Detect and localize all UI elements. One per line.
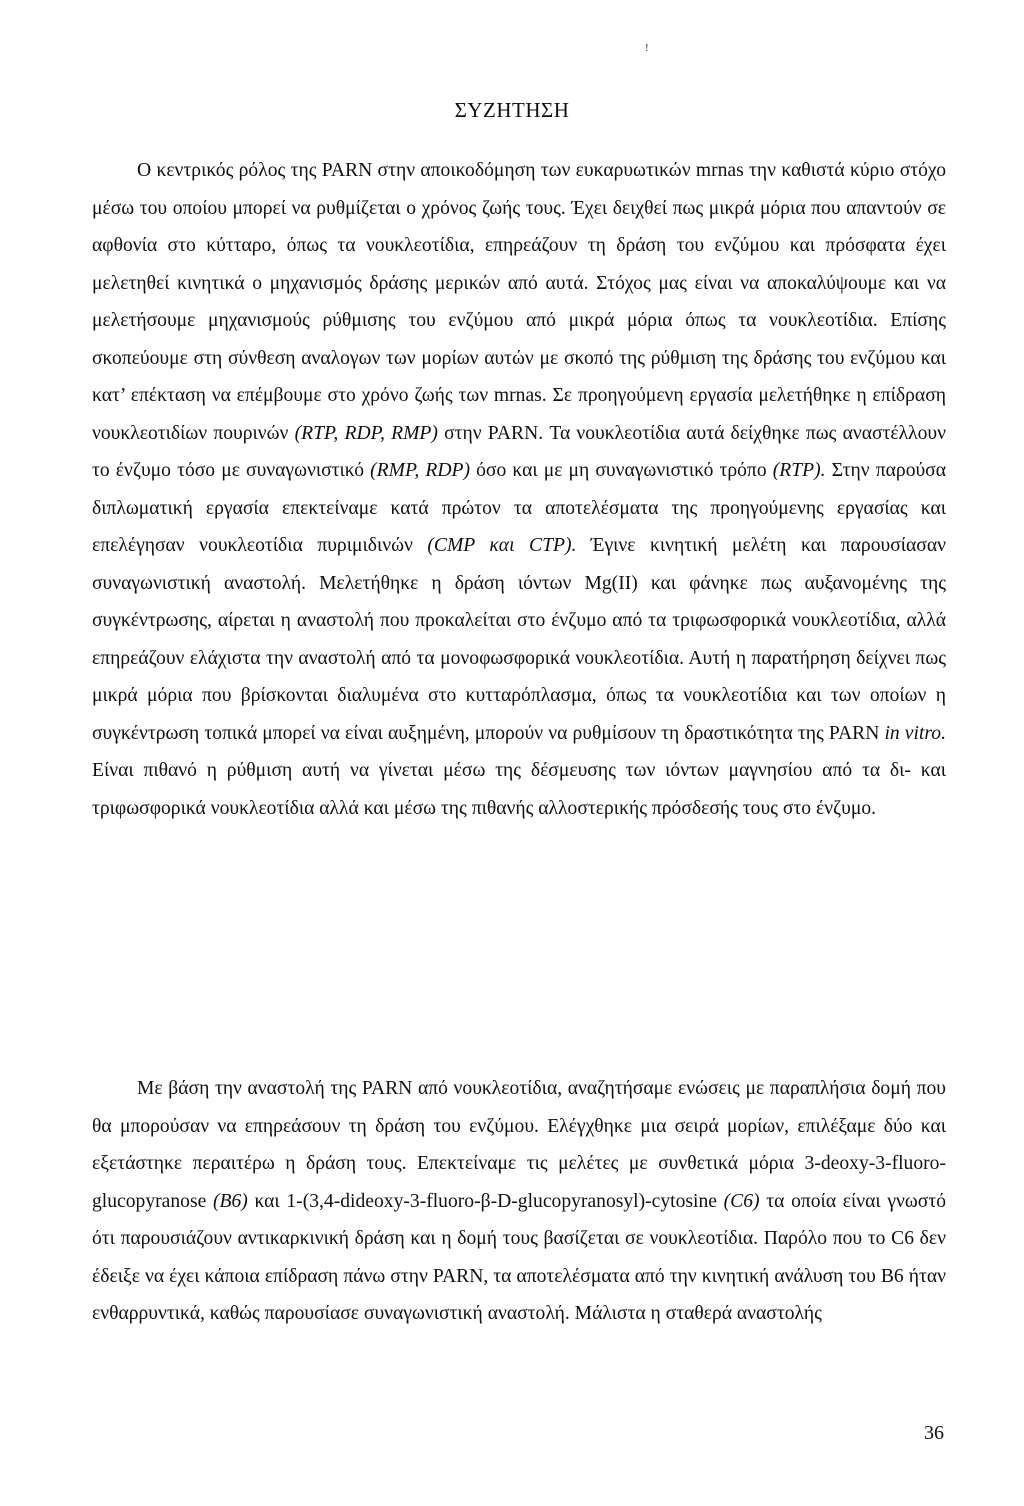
- text-run-italic: (RTP).: [772, 460, 826, 481]
- text-run: και 1-(3,4-dideoxy-3-fluoro-β-D-glucopyranosyl)-cytosine: [247, 1190, 724, 1212]
- text-run-italic: (C6): [723, 1190, 760, 1212]
- text-run-italic: (RTP, RDP, RMP): [294, 422, 438, 444]
- paragraph-2: [92, 1070, 946, 1333]
- text-run: όσο και με μη συναγωνιστικό τρόπο: [470, 460, 773, 481]
- text-run: Έγινε κινητική μελέτη και παρουσίασαν συναγωνιστική αναστολή. Μελετήθηκε η δράση ιόντων Mg(II) και φάνηκε πως αυξανομένης της συγκέντρωσης, αίρεται η αναστολή που προκαλείται στο ένζυμο από τα τριφωσφορικά νουκλεοτίδια, αλλά επηρεάζουν ελάχιστα την αναστολή από τα μονοφωσφορικά νουκλεοτίδια. Αυτή η παρατήρηση δείχνει πως μικρά μόρια που βρίσκονται διαλυμένα στο κυτταρόπλασμα, όπως τα νουκλεοτίδια και των οποίων η συγκέντρωση τοπικά μπορεί να είναι αυξημένη, μπορούν να ρυθμίσουν τη δραστικότητα της PARN: [92, 535, 946, 744]
- page-number: 36: [924, 1422, 944, 1444]
- text-run-italic: (RMP, RDP): [370, 460, 471, 481]
- text-run: Στην παρούσα διπλωματική εργασία επεκτείναμε κατά πρώτον τα αποτελέσματα της προηγούμενης εργασίας και επελέγησαν νουκλεοτίδια πυριμιδινών: [92, 460, 947, 556]
- text-run: τα οποία είναι γνωστό ότι παρουσιάζουν αντικαρκινική δράση και η δομή τους βασίζεται σε νουκλεοτίδια. Παρόλο που το C6 δεν έδειξε να έχει κάποια επίδραση πάνω στην PARN, τα αποτελέσματα από την κινητική ανάλυση του B6 ήταν ενθαρρυντικά, καθώς παρουσίασε συναγωνιστική αναστολή. Μάλιστα η σταθερά αναστολής: [92, 1190, 946, 1324]
- text-run: στην PARN. Τα νουκλεοτίδια αυτά δείχθηκε πως αναστέλλουν το ένζυμο τόσο με συναγωνιστικό: [92, 422, 946, 481]
- page-mark: !: [645, 42, 649, 54]
- text-run-italic: (B6): [212, 1190, 248, 1212]
- text-run-italic: (CMP και CTP).: [427, 535, 577, 556]
- paragraph-1: [92, 152, 946, 827]
- text-run: Είναι πιθανό η ρύθμιση αυτή να γίνεται μέσω της δέσμευσης των ιόντων μαγνησίου από τα δι- και τριφωσφορικά νουκλεοτίδια αλλά και μέσω της πιθανής αλλοστερικής πρόσδεσής τους στο ένζυμο.: [92, 760, 946, 819]
- text-run: Ο κεντρικός ρόλος της PARN στην αποικοδόμηση των ευκαρυωτικών mrnas την καθιστά κύριο στόχο μέσω του οποίου μπορεί να ρυθμίζεται ο χρόνος ζωής τους. Έχει δειχθεί πως μικρά μόρια που απαντούν σε αφθονία στο κύτταρο, όπως τα νουκλεοτίδια, επηρεάζουν τη δράση του ενζύμου και πρόσφατα έχει μελετηθεί κινητικά ο μηχανισμός δράσης μερικών από αυτά. Στόχος μας είναι να αποκαλύψουμε και να μελετήσουμε μηχανισμούς ρύθμισης του ενζύμου από μικρά μόρια όπως τα νουκλεοτίδια. Επίσης σκοπεύουμε στη σύνθεση αναλογων των μορίων αυτών με σκοπό της ρύθμιση της δράσης του ενζύμου και κατ’ επέκταση να επέμβουμε στο χρόνο ζωής των mrnas. Σε προηγούμενη εργασία μελετήθηκε η επίδραση νουκλεοτιδίων πουρινών: [92, 160, 946, 444]
- text-run: Με βάση την αναστολή της PARN από νουκλεοτίδια, αναζητήσαμε ενώσεις με παραπλήσια δομή που θα μπορούσαν να επηρεάσουν τη δράση του ενζύμου. Ελέγχθηκε μια σειρά μορίων, επιλέξαμε δύο και εξετάστηκε περαιτέρω η δράση τους. Επεκτείναμε τις μελέτες με συνθετικά μόρια 3-deoxy-3-fluoro-glucopyranose: [92, 1078, 946, 1212]
- text-run-italic: in vitro.: [884, 722, 946, 744]
- section-heading: ΣΥΖΗΤΗΣΗ: [454, 98, 570, 122]
